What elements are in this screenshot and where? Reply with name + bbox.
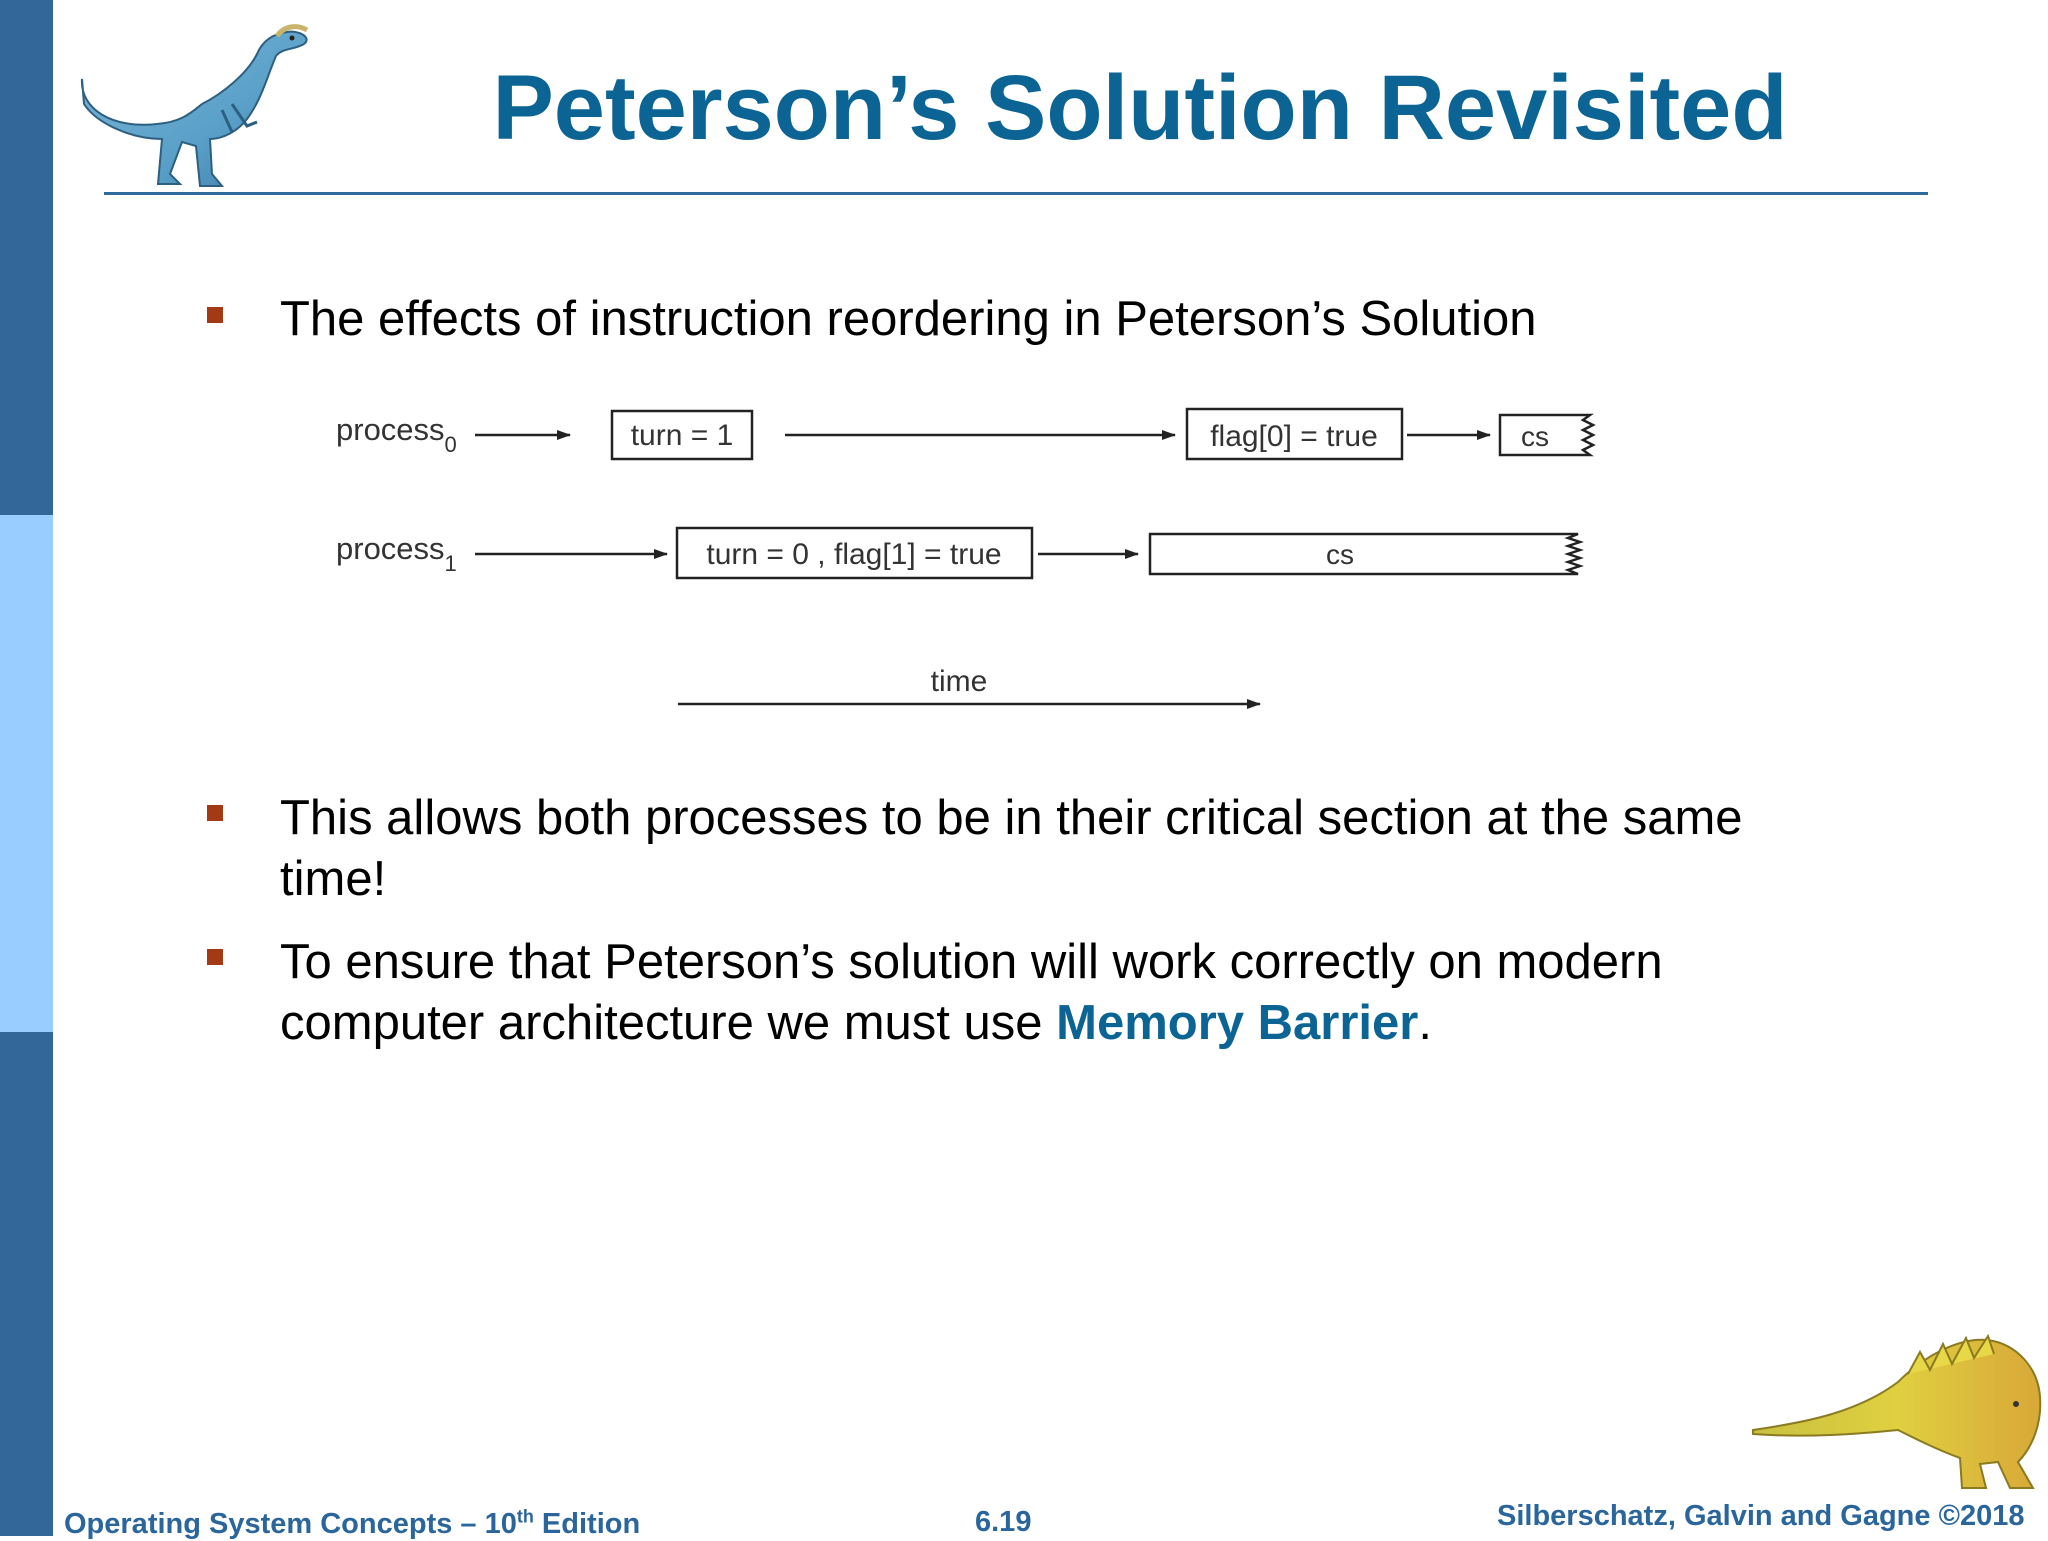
bullet-3-line-2 [280, 993, 1880, 1054]
process1-cs-box [1150, 534, 1580, 574]
reordering-diagram [330, 395, 1630, 735]
title-underline [104, 192, 1928, 195]
bullet-marker [207, 307, 223, 323]
process1-label: process$_1$ [336, 531, 457, 576]
process0-turn-text: turn = 1 [630, 419, 734, 452]
memory-barrier-highlight: Memory Barrier [1056, 996, 1419, 1050]
bullet-2-line-1: This allows both processes to be in their critical section at the same [280, 791, 1743, 845]
sidebar-segment-top [0, 0, 53, 515]
footer-edition-superscript: th [516, 1506, 534, 1527]
left-sidebar [0, 0, 53, 1536]
time-label: time [930, 665, 988, 698]
bullet-2-line-2: time! [280, 852, 387, 906]
footer-authors: Silberschatz, Galvin and Gagne ©2018 [1497, 1500, 2025, 1532]
bullet-3-period: . [1418, 996, 1432, 1050]
dinosaur-bottom-icon [1748, 1312, 2048, 1494]
bullet-text-1: The effects of instruction reordering in Peterson’s Solution [280, 292, 1537, 346]
process0-label: process$_0$ [336, 412, 457, 457]
footer-book-title [64, 1508, 640, 1541]
bullet-text-2 [280, 788, 1880, 910]
dinosaur-top-icon [72, 14, 322, 199]
process0-cs-text: cs [1521, 421, 1549, 452]
bullet-marker [207, 805, 223, 821]
footer-edition-text: Edition [533, 1508, 641, 1540]
sidebar-segment-middle [0, 515, 53, 1032]
bullet-text-3 [280, 932, 1880, 1054]
footer-book-title-text: Operating System Concepts – 10 [64, 1508, 517, 1540]
bullet-3-line-2-text: computer architecture we must use [280, 996, 1057, 1050]
slide-title: Peterson’s Solution Revisited [492, 57, 1788, 159]
footer-page-number: 6.19 [975, 1506, 1032, 1538]
process1-turn-text: turn = 0 , flag[1] = true [706, 538, 1002, 571]
bullet-3-line-1: To ensure that Peterson’s solution will work correctly on modern [280, 935, 1663, 989]
bullet-marker [207, 949, 223, 965]
sidebar-segment-bottom [0, 1032, 53, 1536]
process0-flag-text: flag[0] = true [1210, 420, 1378, 453]
process1-cs-text: cs [1326, 539, 1354, 570]
